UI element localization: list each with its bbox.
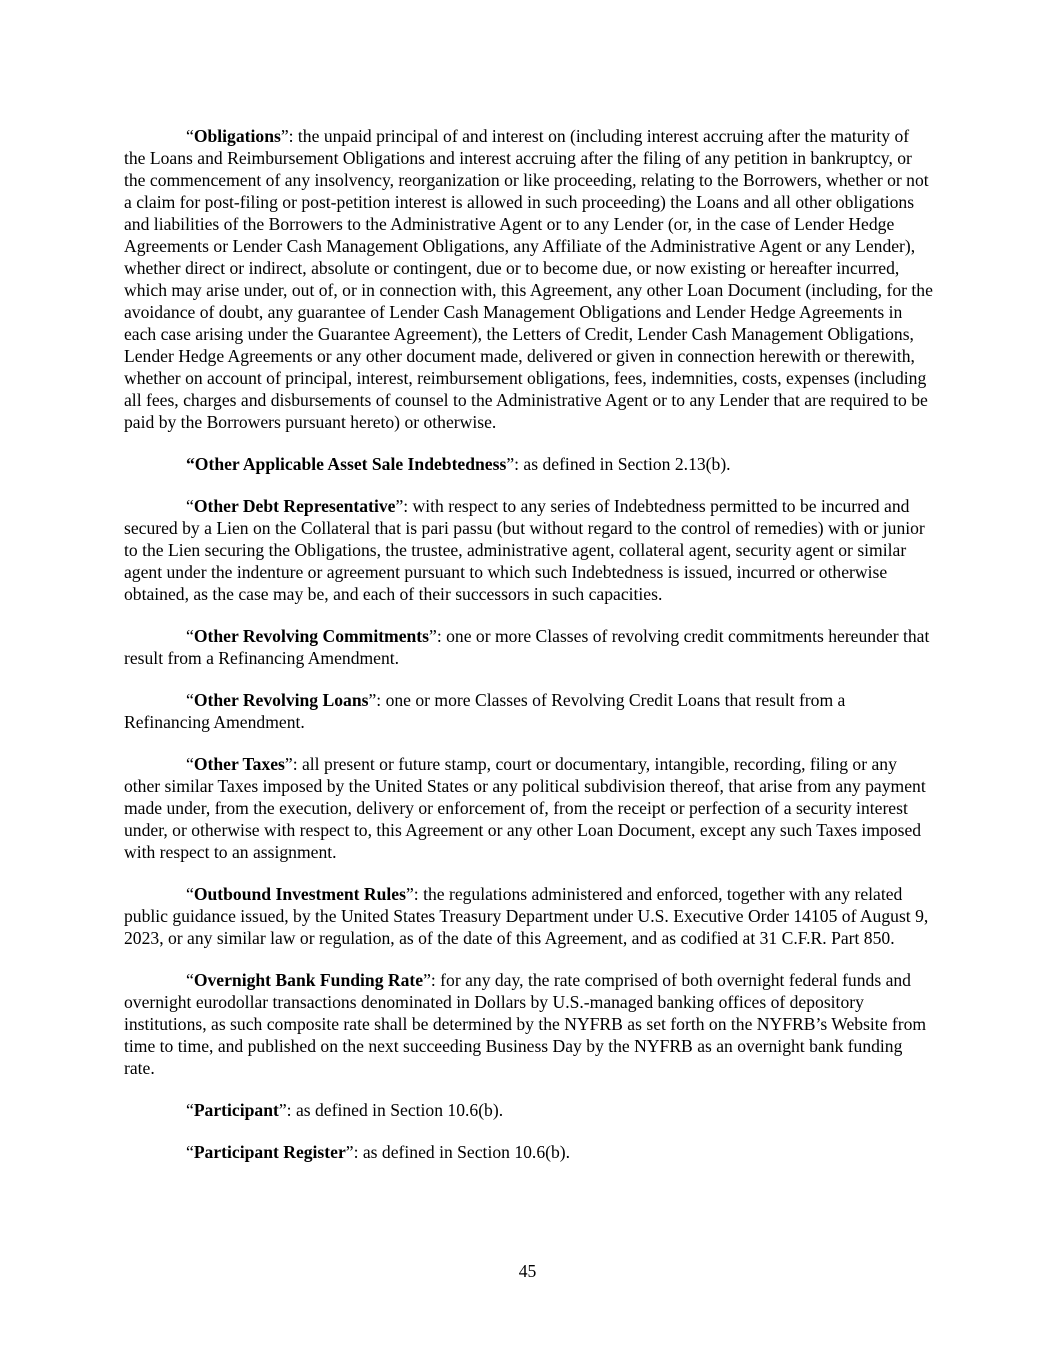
open-quote: “ [186, 496, 194, 516]
defined-term: Other Taxes [193, 754, 285, 774]
definition-text: ”: the unpaid principal of and interest on (including interest accruing after the maturity of the Loans and Reimbursement Obligations and interest accruing after the filing of any petition in bankruptcy, or the commencement of any insolvency, reorganization or like proceeding, relating to the Borrowers, whether or not a claim for post-filing or post-petition interest is allowed in such proceeding) the Loans and all other obligations and liabilities of the Borrowers to the Administrative Agent or to any Lender (or, in the case of Lender Hedge Agreements or Lender Cash Management Obligations, any Affiliate of the Administrative Agent or any Lender), whether direct or indirect, absolute or contingent, due or to become due, or now existing or hereafter incurred, which may arise under, out of, or in connection with, this Agreement, any other Loan Document (including, for the avoidance of doubt, any guarantee of Lender Cash Management Obligations and Lender Hedge Agreements in each case arising under the Guarantee Agreement), the Letters of Credit, Lender Cash Management Obligations, Lender Hedge Agreements or any other document made, delivered or given in connection herewith or therewith, whether on account of principal, interest, reimbursement obligations, fees, indemnities, costs, expenses (including all fees, charges and disbursements of counsel to the Administrative Agent or to any Lender that are required to be paid by the Borrowers pursuant hereto) or otherwise. [124, 126, 933, 432]
open-quote: “ [186, 1142, 194, 1162]
definition-obligations [124, 125, 934, 433]
definition-text: ”: with respect to any series of Indebtedness permitted to be incurred and secured by a Lien on the Collateral that is pari passu (but without regard to the control of remedies) with or junior to the Lien securing the Obligations, the trustee, administrative agent, collateral agent, security agent or similar agent under the indenture or agreement pursuant to which such Indebtedness is issued, incurred or otherwise obtained, as the case may be, and each of their successors in such capacities. [124, 496, 925, 604]
definition-other-applicable-asset-sale-indebtedness [124, 453, 934, 475]
open-quote: “ [186, 970, 194, 990]
definition-text: ”: for any day, the rate comprised of both overnight federal funds and overnight eurodollar transactions denominated in Dollars by U.S.-managed banking offices of depository institutions, as such composite rate shall be determined by the NYFRB as set forth on the NYFRB’s Website from time to time, and published on the next succeeding Business Day by the NYFRB as an overnight bank funding rate. [124, 970, 927, 1078]
defined-term: “Other Applicable Asset Sale Indebtedness [186, 454, 507, 474]
defined-term: Participant Register [193, 1142, 346, 1162]
definition-text: ”: one or more Classes of Revolving Credit Loans that result from a Refinancing Amendment. [124, 690, 846, 732]
definition-text: ”: as defined in Section 10.6(b). [345, 1142, 571, 1162]
definition-other-debt-representative [124, 495, 934, 605]
definition-participant-register [124, 1141, 934, 1163]
open-quote: “ [186, 690, 194, 710]
definition-overnight-bank-funding-rate [124, 969, 934, 1079]
definition-text: ”: the regulations administered and enforced, together with any related public guidance issued, by the United States Treasury Department under U.S. Executive Order 14105 of August 9, 2023, or any similar law or regulation, as of the date of this Agreement, and as codified at 31 C.F.R. Part 850. [124, 884, 929, 948]
definition-text: ”: as defined in Section 2.13(b). [506, 454, 731, 474]
defined-term: Overnight Bank Funding Rate [193, 970, 424, 990]
definition-other-revolving-loans [124, 689, 934, 733]
open-quote: “ [186, 754, 194, 774]
open-quote: “ [186, 126, 194, 146]
page-number: 45 [518, 1261, 537, 1281]
defined-term: Participant [193, 1100, 279, 1120]
definition-text: ”: one or more Classes of revolving credit commitments hereunder that result from a Refinancing Amendment. [124, 626, 930, 668]
open-quote: “ [186, 1100, 194, 1120]
defined-term: Other Revolving Loans [193, 690, 369, 710]
document-page [124, 125, 934, 1183]
definition-other-taxes [124, 753, 934, 863]
defined-term: Other Debt Representative [193, 496, 396, 516]
definition-text: ”: all present or future stamp, court or documentary, intangible, recording, filing or any other similar Taxes imposed by the United States or any political subdivision thereof, that arise from any payment made under, from the execution, delivery or enforcement of, from the receipt or perfection of a security interest under, or otherwise with respect to, this Agreement or any other Loan Document, except any such Taxes imposed with respect to an assignment. [124, 754, 926, 862]
definition-participant [124, 1099, 934, 1121]
defined-term: Outbound Investment Rules [193, 884, 406, 904]
definition-text: ”: as defined in Section 10.6(b). [278, 1100, 504, 1120]
defined-term: Obligations [193, 126, 281, 146]
open-quote: “ [186, 884, 194, 904]
open-quote: “ [186, 626, 194, 646]
defined-term: Other Revolving Commitments [193, 626, 430, 646]
definition-other-revolving-commitments [124, 625, 934, 669]
definition-outbound-investment-rules [124, 883, 934, 949]
